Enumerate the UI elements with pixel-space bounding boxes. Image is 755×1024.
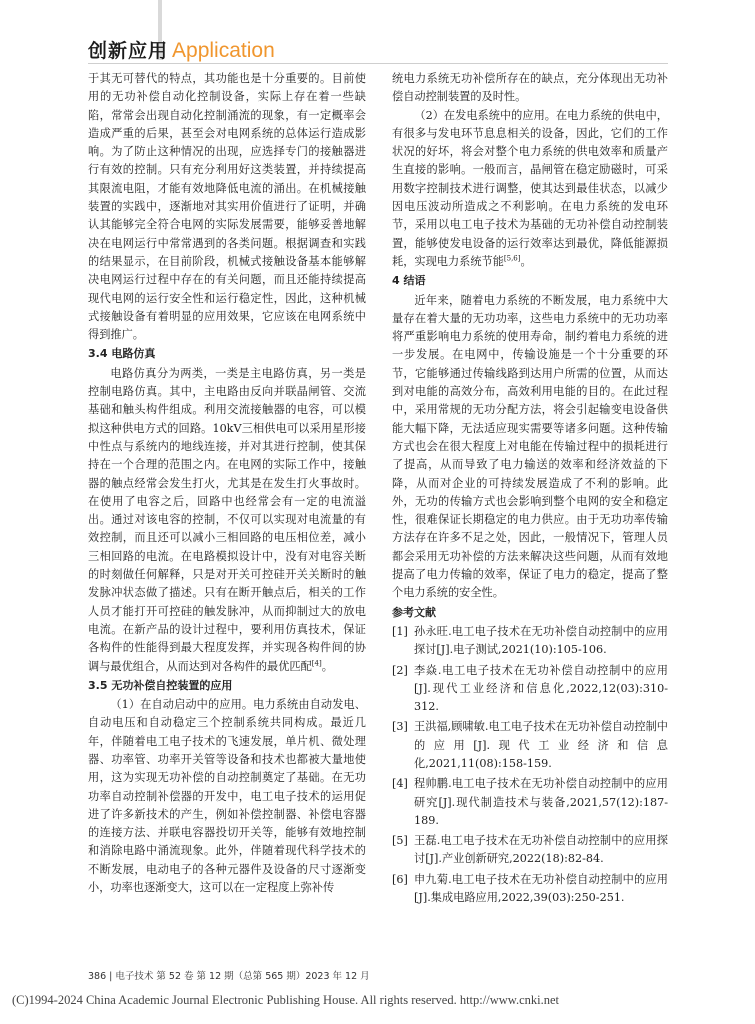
reference-text: 王洪福,顾啸敏.电工电子技术在无功补偿自动控制中的应用[J].现代工业经济和信息化,2021,11(08):158-159.	[414, 720, 668, 770]
section-header	[88, 36, 275, 62]
left-paragraph-1: 于其无可替代的特点，其功能也是十分重要的。目前使用的无功补偿自动化控制设备，实际上存在着一些缺陷，常常会出现自动化控制涌流的现象，有一定概率会造成严重的后果，甚至会对电网系统的总体运行造成影响。为了防止这种情况的出现，应选择专门的接触器进行有效的控制。只有充分利用好这类装置，并持续提高其限流电阻，才能有效地降低电流的涌出。在机械接触装置的实践中，逐渐地对其实用价值进行了证明，并确认其能够完全符合电网的实际发展需要，能够妥善地解决在电网运行中常常遇到的各类问题。根据调查和实践的结果显示，在目前阶段，机械式接触设备基本能够解决电网运行过程中存在的有关问题，而且还能持续提高现代电网的运行安全性和运行稳定性，因此，这种机械式接触设备有着明显的应用效果，它应该在电网系统中得到推广。	[88, 72, 366, 342]
right-paragraph-3: 近年来，随着电力系统的不断发展，电力系统中大量存在着大量的无功功率，这些电力系统中的无功功率将严重影响电力系统的使用寿命，制约着电力系统的进一步发展。在电网中，传输设施是一个十分重要的环节，它能够通过传输线路到达用户所需的位置，从而达到对电能的高效分布，高效利用电能的目的。在此过程中，采用常规的无功分配方法，将会引起输变电设备供能大幅下降，无法适应现实需要等诸多问题。这种传输方式也会在很大程度上对电能在传输过程中的损耗进行了提高，从而导致了电力输送的效率和经济效益的下降，从而对企业的可持续发展造成了不利的影响。此外，无功的传输方式也会影响到整个电网的安全和稳定性，很难保证长期稳定的电力供应。由于无功功率传输方法存在许多不足之处，因此，一般情况下，管理人员都会采用无功补偿的方法来解决这些问题，从而有效地提高了电力传输的效率，保证了电力的稳定，提高了整个电力系统的安全性。	[392, 293, 668, 600]
reference-text: 王磊.电工电子技术在无功补偿自动控制中的应用探讨[J].产业创新研究,2022(18):82-84.	[414, 834, 668, 866]
reference-number: [6]	[392, 872, 408, 886]
reference-item	[392, 775, 668, 830]
citation-4: [4]	[311, 658, 322, 667]
header-title-en: Application	[172, 39, 275, 62]
references-list	[392, 623, 668, 907]
reference-item	[392, 662, 668, 717]
left-paragraph-2-end: 。	[321, 659, 333, 673]
reference-text: 李焱.电工电子技术在无功补偿自动控制中的应用[J].现代工业经济和信息化,2022,12(03):310-312.	[414, 663, 668, 714]
reference-number: [4]	[392, 777, 408, 791]
reference-number: [5]	[392, 834, 408, 848]
right-paragraph-2-text: （2）在发电系统中的应用。在电力系统的供电中，有很多与发电环节息息相关的设备，因此，它们的工作状况的好坏，将会对整个电力系统的供电效率和质量产生直接的影响。一般而言，晶闸管在稳定励磁时，可采用数字控制技术进行调整，使其达到最佳状态，以减少因电压波动所造成之不利影响。在电力系统的发电环节，采用以电工电子技术为基础的无功补偿自动控制装置，能够使发电设备的运行效率达到最优，降低能源损耗，实现电力系统节能	[392, 108, 668, 268]
heading-4: 4 结语	[392, 274, 426, 288]
left-column	[88, 70, 366, 897]
reference-item	[392, 718, 668, 773]
reference-item	[392, 623, 668, 660]
left-paragraph-3: （1）在自动启动中的应用。电力系统由自动发电、自动电压和自动稳定三个控制系统共同构成。最近几年，伴随着电工电子技术的飞速发展，单片机、微处理器、功率管、功率开关管等设备和技术也都被大量地使用，这为实现无功补偿的自动控制奠定了基础。在无功功率自动控制补偿器的开发中，电工电子技术的运用促进了许多新技术的产生，例如补偿控制器、补偿电容器的连接方法、并联电容器投切开关等，能够有效地控制和消除电路中涌流现象。此外，伴随着现代科学技术的不断发展，电动电子的各种元器件及设备的尺寸逐渐变小，功率也逐渐变大，这可以在一定程度上弥补传	[88, 698, 366, 895]
left-paragraph-2	[88, 365, 366, 676]
reference-number: [1]	[392, 624, 408, 638]
header-divider	[88, 63, 668, 64]
references-heading: 参考文献	[392, 605, 436, 619]
copyright-notice: (C)1994-2024 China Academic Journal Electronic Publishing House. All rights reserved. http://www.cnki.net	[12, 993, 560, 1007]
right-paragraph-2	[392, 107, 668, 272]
reference-number: [2]	[392, 663, 408, 677]
reference-text: 孙永旺.电工电子技术在无功补偿自动控制中的应用探讨[J].电子测试,2021(10):105-106.	[414, 624, 668, 657]
reference-item	[392, 871, 668, 908]
citation-5-6: [5,6]	[503, 254, 521, 263]
reference-text: 程帅鹏.电工电子技术在无功补偿自动控制中的应用研究[J].现代制造技术与装备,2021,57(12):187-189.	[414, 777, 668, 827]
reference-item	[392, 832, 668, 869]
right-column	[392, 70, 668, 909]
reference-number: [3]	[392, 720, 408, 734]
left-paragraph-2-text: 电路仿真分为两类，一类是主电路仿真，另一类是控制电路仿真。其中，主电路由反向并联晶闸管、交流基础和触头构件组成。利用交流接触器的电容，可以模拟这种供电方式的回路。10kV三相供电可以采用星形接中性点与系统内的地线连接，并对其进行控制，使其保持在一个合理的范围之内。在电网的实际工作中，接触器的触点经常会发生打火，尤其是在发生打火事故时。在使用了电容之后，回路中也经常会有一定的电流溢出。通过对该电容的控制，不仅可以实现对电流量的有效控制，而且还可以减小三相回路的电压相位差，减小三相回路的电流。在电路模拟设计中，没有对电容关断的时刻做任何解释，只是对开关可控硅开关关断时的触发脉冲状态做了描述。只有在断开触点后，相关的工作人员才能打开可控硅的触发脉冲，从而抑制过大的放电电流。在新产品的设计过程中，要利用仿真技术，保证各构件的性能得到最大程度发挥，并实现各构件间的协调与最优组合，从而达到对各构件的最优匹配	[88, 366, 366, 673]
heading-3-5: 3.5 无功补偿自控装置的应用	[88, 678, 233, 692]
heading-3-4: 3.4 电路仿真	[88, 347, 156, 361]
right-paragraph-2-end: 。	[520, 254, 532, 268]
page-footer: 386 | 电子技术 第 52 卷 第 12 期（总第 565 期）2023 年 12 月	[88, 971, 370, 982]
header-title-cn: 创新应用	[88, 40, 169, 62]
right-paragraph-1: 统电力系统无功补偿所存在的缺点，充分体现出无功补偿自动控制装置的及时性。	[392, 72, 668, 104]
reference-text: 申九菊.电工电子技术在无功补偿自动控制中的应用[J].集成电路应用,2022,39(03):250-251.	[414, 872, 668, 905]
